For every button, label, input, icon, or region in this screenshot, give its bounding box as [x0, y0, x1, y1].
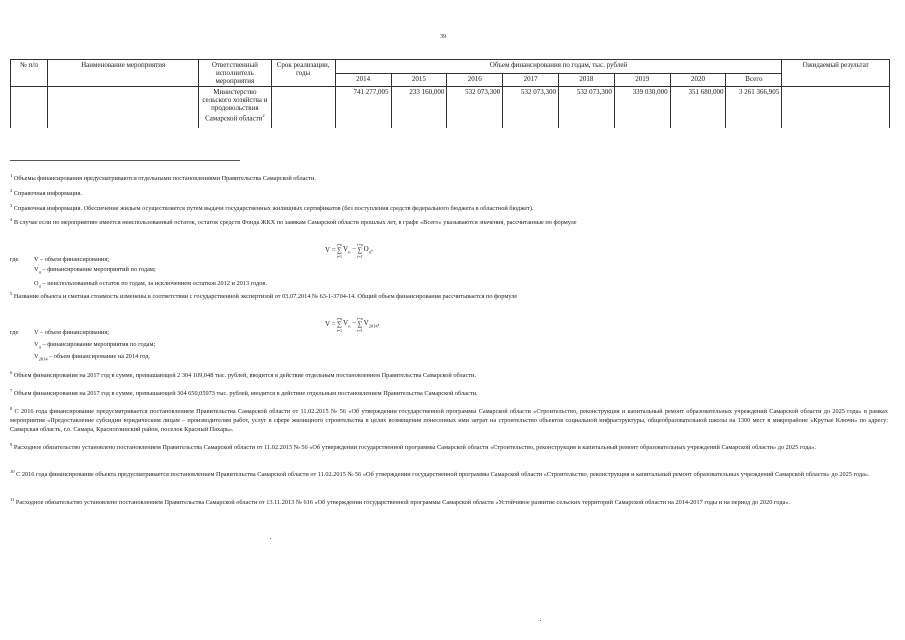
definition-vn: $V_п$ – финансирование мероприятия по годам;: [34, 341, 156, 350]
where-label: где: [10, 329, 19, 336]
definition-v: V – объем финансирования;: [34, 329, 110, 336]
cell-value: 532 073,300: [447, 87, 503, 129]
header-year: 2020: [670, 73, 726, 87]
header-executor: Ответственный исполнитель мероприятия: [199, 60, 271, 87]
cell-executor: Министерство сельского хозяйства и продовольствия Самарской области$^2$: [199, 87, 271, 129]
formula-2: V = i=n ∑ i=1 $V_п$ − i=n ∑ i=1 $V_{2014}$,: [325, 316, 380, 333]
table-row: [11, 87, 890, 129]
cell-name: [48, 87, 199, 129]
scan-speck: [540, 620, 541, 621]
cell-value: 532 073,300: [558, 87, 614, 129]
header-year: 2014: [335, 73, 391, 87]
funding-table: [10, 59, 890, 128]
cell-result: [782, 87, 890, 129]
definition-on: $O_п$ – неиспользованный остаток по годам, за исключением остатков 2012 и 2013 годов.: [34, 280, 267, 289]
scan-speck: [270, 538, 271, 539]
cell-value: 532 073,300: [503, 87, 559, 129]
cell-value: 351 680,000: [670, 87, 726, 129]
cell-num: [11, 87, 48, 129]
cell-period: [271, 87, 335, 129]
header-result: Ожидаемый результат: [782, 60, 890, 87]
where-label: где: [10, 256, 19, 263]
footnote-1: $^1$ Объемы финансирования предусматриваются отдельными постановлениями Правительства Самарской области.: [10, 172, 316, 182]
header-period: Срок реализации, годы: [271, 60, 335, 87]
cell-total: 3 261 366,905: [726, 87, 782, 129]
cell-value: 233 160,000: [391, 87, 447, 129]
cell-value: 339 030,000: [614, 87, 670, 129]
header-year: 2017: [503, 73, 559, 87]
footnote-6: $^6$ Объем финансирования на 2017 год в сумме, превышающей 2 304 109,048 тыс. рублей, вводится в действие отдельным постановлением Правительства Самарской области.: [10, 369, 476, 379]
formula-1: V = i=n ∑ i=1 $V_п$ − i=n ∑ i=1 $O_п$,: [325, 242, 373, 259]
definition-vn: $V_п$ – финансирование мероприятий по годам;: [34, 266, 156, 275]
page-number: 39: [440, 34, 446, 40]
header-name: Наименование мероприятия: [48, 60, 199, 87]
footnote-3: $^3$ Справочная информация. Обеспечение жильем осуществляется путем выдачи государственных жилищных сертификатов (без поступления средств федерального бюджета в областной бюджет).: [10, 202, 534, 212]
header-total: Всего: [726, 73, 782, 87]
footnote-separator: [10, 160, 240, 161]
footnote-9: $^9$ Расходное обязательство установлено постановлением Правительства Самарской области от 11.02.2015 № 56 «Об утверждении государственной программы Самарской области «Строительство, реконструкция и капитальный ремонт образовательных учреждений Самарской области» до 2025 года».: [10, 441, 816, 451]
footnote-8: $^8$ С 2016 года финансирование предусматривается постановлением Правительства Самарской области от 11.02.2015 № 56 «Об утверждении государственной программы Самарской области «Строительство, реконструкция и капитальный ремонт образовательных учреждений Самарской области до 2025 года» в рамках мероприятия «Предоставление субсидии юридическим лицам – производителям работ, услуг в сфере жилищного строительства в целях возмещения понесенных ими затрат на строительство объектов социальной инфраструктуры, общеобразовательной школы на 1300 мест в микрорайоне «Крутые Ключи» по адресу: Самарская область, г.о. Самара, Красноглинский район, поселок Красный Пахарь».: [10, 405, 888, 433]
header-year: 2018: [558, 73, 614, 87]
cell-value: 741 277,005: [335, 87, 391, 129]
footnote-4: $^4$ В случае если по мероприятию имеется неиспользованный остаток, остаток средств Фонда ЖКХ по заявкам Самарской области прошлых лет, в графе «Всего» указываются значения, рассчитанные по формуле: [10, 216, 577, 226]
footnote-2: $^2$ Справочная информация.: [10, 187, 83, 197]
header-year: 2019: [614, 73, 670, 87]
footnote-11: $^{11}$ Расходное обязательство установлено постановлением Правительства Самарской области от 13.11.2013 № 616 «Об утверждении государственной программы Самарской области «Устойчивое развитие сельских территорий Самарской области на 2014-2017 годы и на период до 2020 года».: [10, 496, 791, 506]
header-year: 2016: [447, 73, 503, 87]
footnote-10: $^{10}$ С 2016 года финансирование объекта предусматривается постановлением Правительства Самарской области от 11.02.2015 № 56 «Об утверждении государственной программы Самарской области «Строительство, реконструкция и капитальный ремонт образовательных учреждений Самарской области» до 2025 года».: [10, 468, 870, 478]
footnote-5: $^5$ Название объекта и сметная стоимость изменены в соответствии с государственной экспертизой от 03.07.2014 № 63-1-3704-14. Общий объем финансирования рассчитывается по формуле: [10, 290, 518, 300]
header-funding: Объем финансирования по годам, тыс. рублей: [335, 60, 782, 74]
footnote-7: $^7$ Объем финансирования на 2017 год в сумме, превышающей 304 650,05973 тыс. рублей, вводится в действие отдельным постановлением Правительства Самарской области.: [10, 387, 478, 397]
header-year: 2015: [391, 73, 447, 87]
definition-v2014: $V_{2014}$ – объем финансирование на 2014 год.: [34, 353, 150, 362]
definition-v: V – объем финансирования;: [34, 256, 110, 263]
header-num: № п/п: [11, 60, 48, 87]
